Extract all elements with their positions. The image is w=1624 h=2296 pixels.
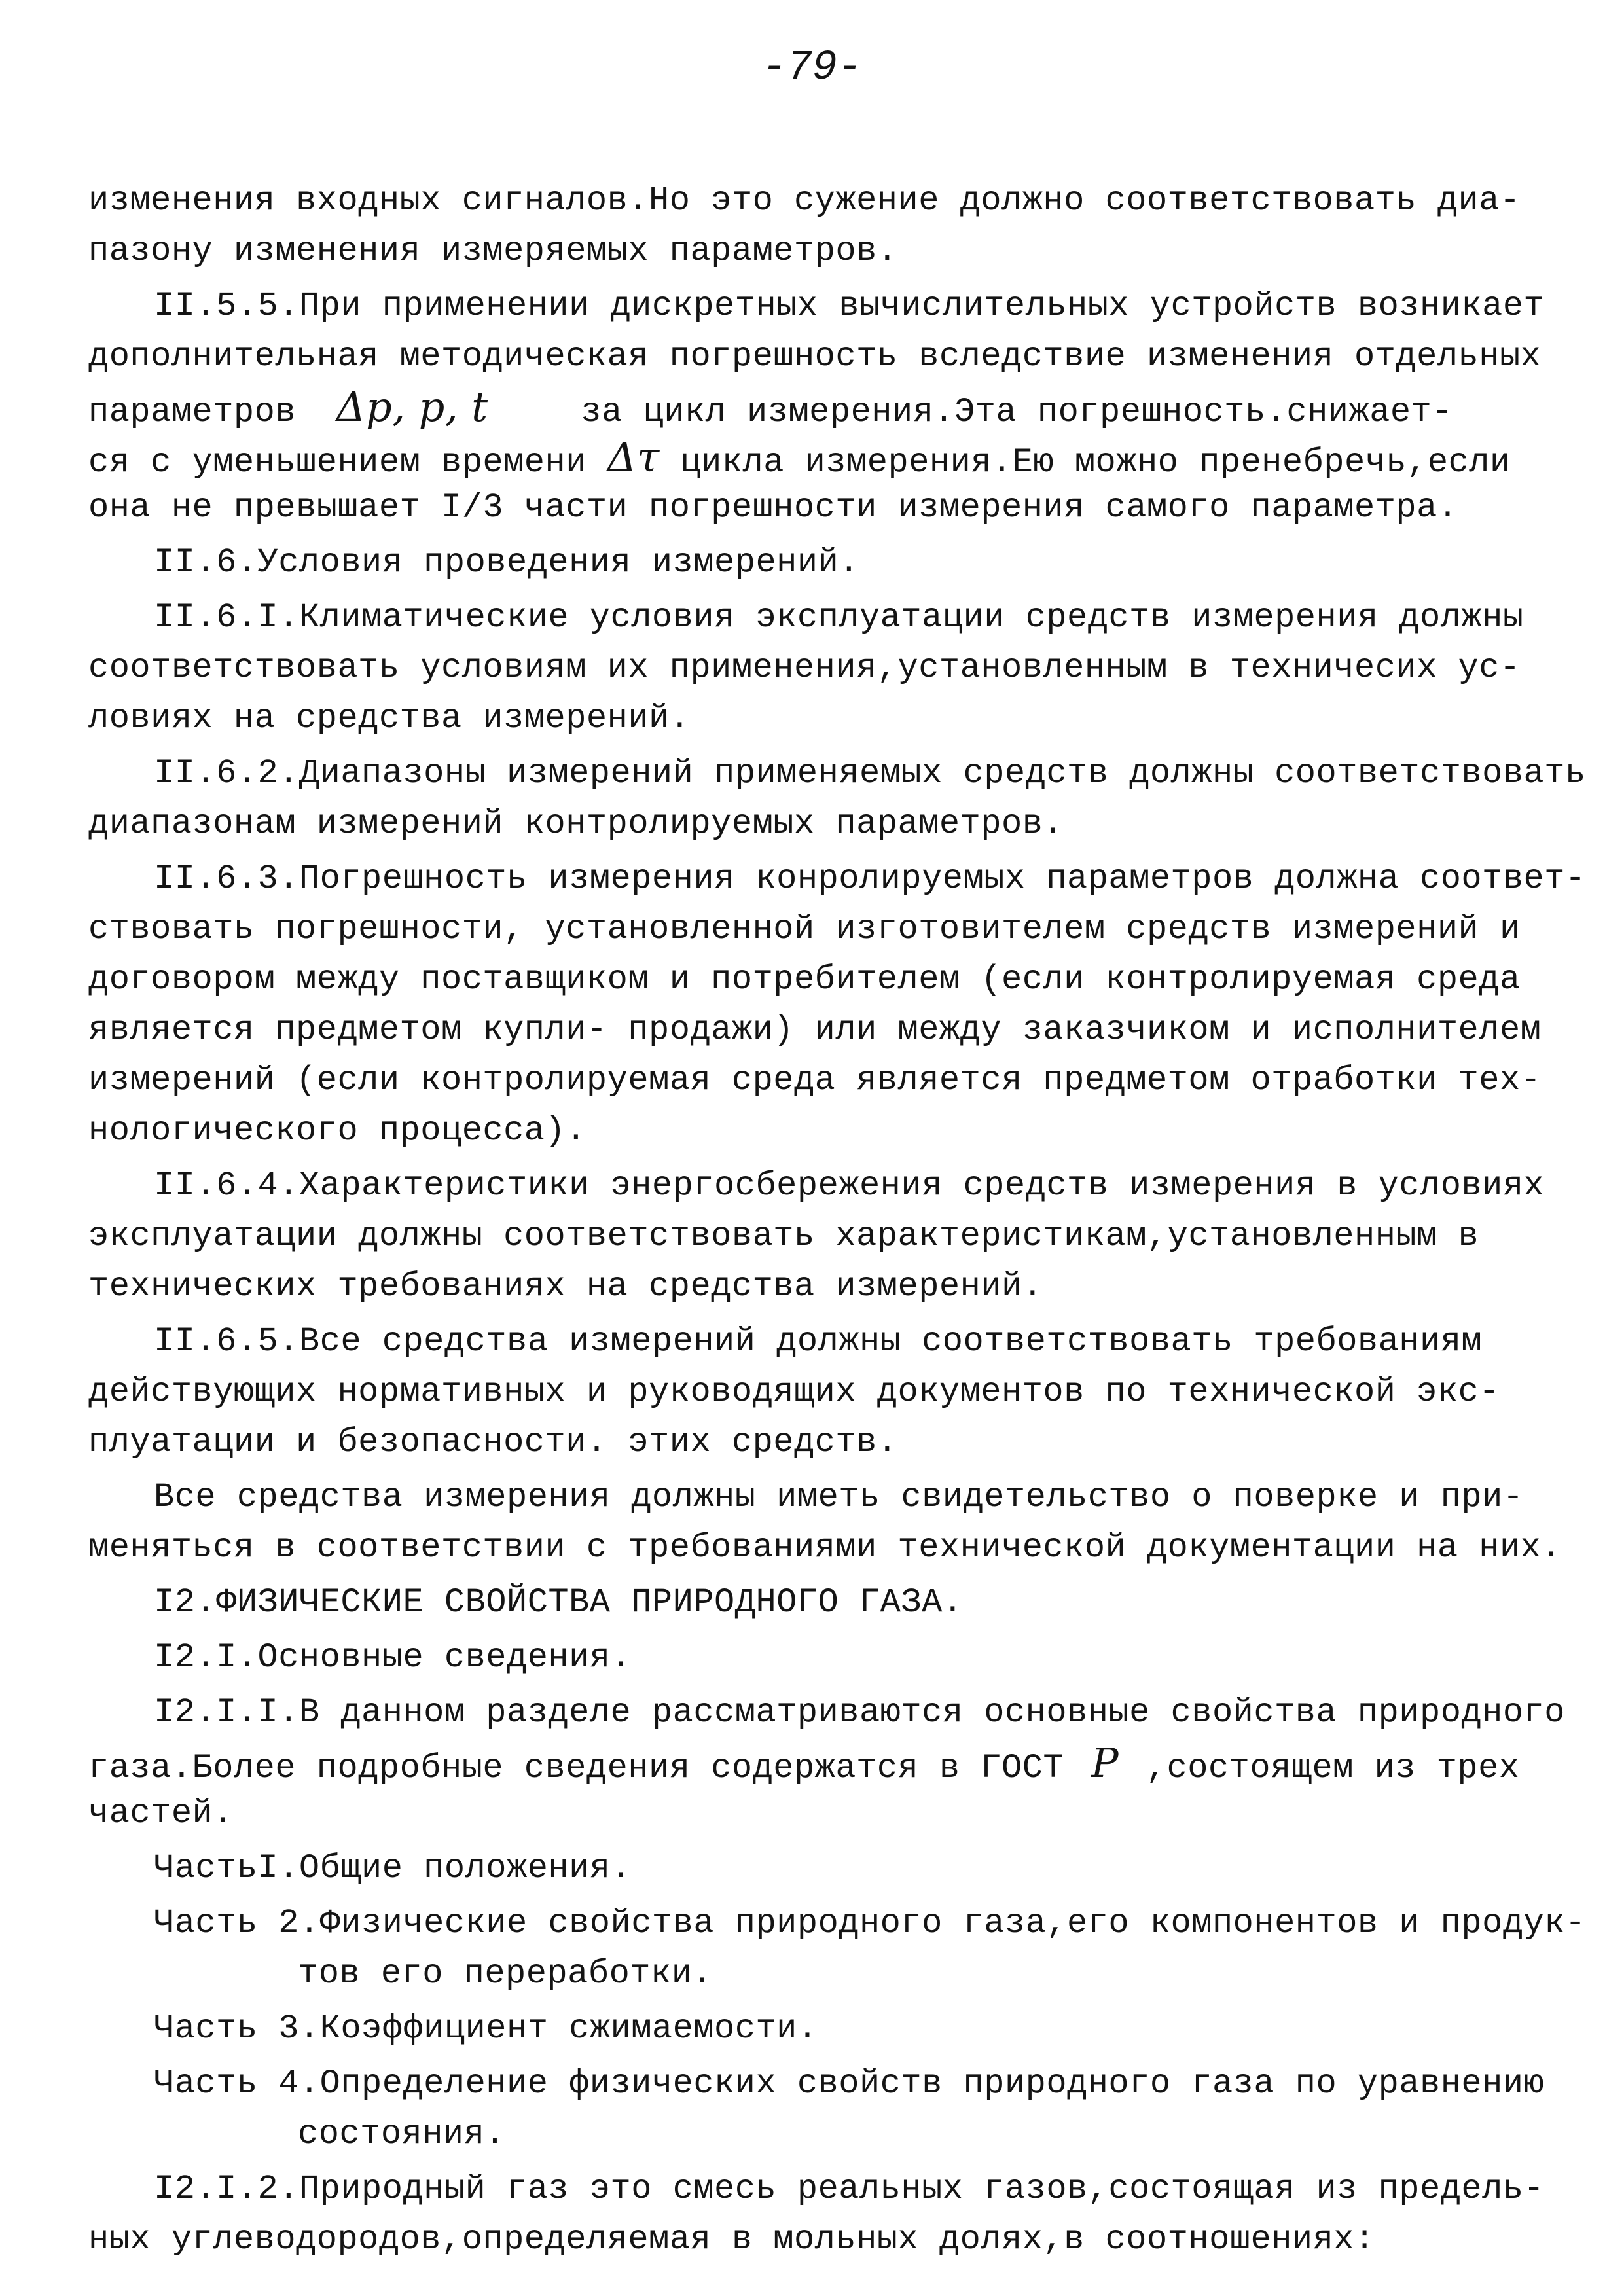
clause-11-5-5: II.5.5.При применении дискретных вычислительных устройств возникает: [154, 287, 1545, 325]
clause-12-1-1: I2.I.I.В данном разделе рассматриваются основные свойства природного: [154, 1693, 1565, 1732]
text-line: технических требованиях на средства измерений.: [88, 1267, 1043, 1306]
text-line: измерений (если контролируемая среда является предметом отработки тех-: [88, 1061, 1542, 1100]
part-2-item: Часть 2.Физические свойства природного газа,его компонентов и продук-: [154, 1904, 1586, 1943]
text-line: изменения входных сигналов.Но это сужение должно соответствовать диа-: [88, 181, 1521, 220]
handwritten-symbols: Δp, p, t: [336, 383, 488, 431]
section-12-heading: I2.ФИЗИЧЕСКИЕ СВОЙСТВА ПРИРОДНОГО ГАЗА.: [154, 1583, 964, 1622]
text-fragment: газа.Более подробные сведения содержатся в ГОСТ: [88, 1749, 1064, 1787]
clause-11-6-1: II.6.I.Климатические условия эксплуатации средств измерения должны: [154, 598, 1524, 637]
handwritten-symbol: Р: [1091, 1739, 1119, 1787]
text-line: ловиях на средства измерений.: [88, 699, 691, 738]
text-line: договором между поставщиком и потребителем (если контролируемая среда: [88, 960, 1521, 999]
text-line: нологического процесса).: [88, 1111, 586, 1150]
text-line: Все средства измерения должны иметь свидетельство о поверке и при-: [154, 1478, 1524, 1516]
text-line: является предметом купли- продажи) или между заказчиком и исполнителем: [88, 1011, 1542, 1049]
document-body: [88, 175, 1586, 2265]
section-12-1-heading: I2.I.Основные сведения.: [154, 1638, 632, 1677]
clause-11-6-2: II.6.2.Диапазоны измерений применяемых средств должны соответствовать: [154, 754, 1586, 793]
text-line: [88, 382, 1548, 432]
text-fragment: ся с уменьшением времени: [88, 443, 586, 482]
part-3-item: Часть 3.Коэффициент сжимаемости.: [154, 2009, 818, 2048]
text-line: состояния.: [298, 2115, 506, 2153]
section-11-6-heading: II.6.Условия проведения измерений.: [154, 543, 859, 582]
text-line: тов его переработки.: [298, 1954, 713, 1993]
text-line: [88, 1738, 1548, 1788]
text-line: действующих нормативных и руководящих документов по технической экс-: [88, 1372, 1500, 1411]
clause-12-1-2: I2.I.2.Природный газ это смесь реальных газов,состоящая из предель-: [154, 2170, 1545, 2208]
text-line: соответствовать условиям их применения,установленным в техничесих ус-: [88, 649, 1521, 687]
text-line: [88, 432, 1548, 482]
text-line: частей.: [88, 1794, 234, 1833]
text-fragment: цикла измерения.Ею можно пренебречь,если: [680, 443, 1511, 482]
text-line: ных углеводородов,определяемая в мольных долях,в соотношениях:: [88, 2220, 1375, 2259]
text-line: меняться в соответствии с требованиями технической документации на них.: [88, 1528, 1562, 1567]
text-line: пазону изменения измеряемых параметров.: [88, 232, 898, 270]
text-line: плуатации и безопасности. этих средств.: [88, 1423, 898, 1462]
page-number: -79-: [761, 45, 863, 92]
text-line: эксплуатации должны соответствовать характеристикам,установленным в: [88, 1217, 1479, 1255]
clause-11-6-3: II.6.3.Погрешность измерения конролируемых параметров должна соответ-: [154, 859, 1586, 898]
text-line: ствовать погрешности, установленной изготовителем средств измерений и: [88, 910, 1521, 948]
part-4-item: Часть 4.Определение физических свойств природного газа по уравнению: [154, 2064, 1545, 2103]
handwritten-symbol: Δτ: [607, 433, 660, 481]
part-1-item: ЧастьI.Общие положения.: [154, 1849, 632, 1888]
text-fragment: ,состоящем из трех: [1146, 1749, 1520, 1787]
clause-11-6-5: II.6.5.Все средства измерений должны соответствовать требованиям: [154, 1322, 1483, 1361]
text-fragment: за цикл измерения.Эта погрешность.снижает-: [581, 393, 1453, 431]
text-line: диапазонам измерений контролируемых параметров.: [88, 804, 1064, 843]
text-line: она не превышает I/3 части погрешности измерения самого параметра.: [88, 488, 1458, 527]
text-line: дополнительная методическая погрешность вследствие изменения отдельных: [88, 337, 1542, 376]
clause-11-6-4: II.6.4.Характеристики энергосбережения средств измерения в условиях: [154, 1166, 1545, 1205]
text-fragment: параметров: [88, 393, 297, 431]
